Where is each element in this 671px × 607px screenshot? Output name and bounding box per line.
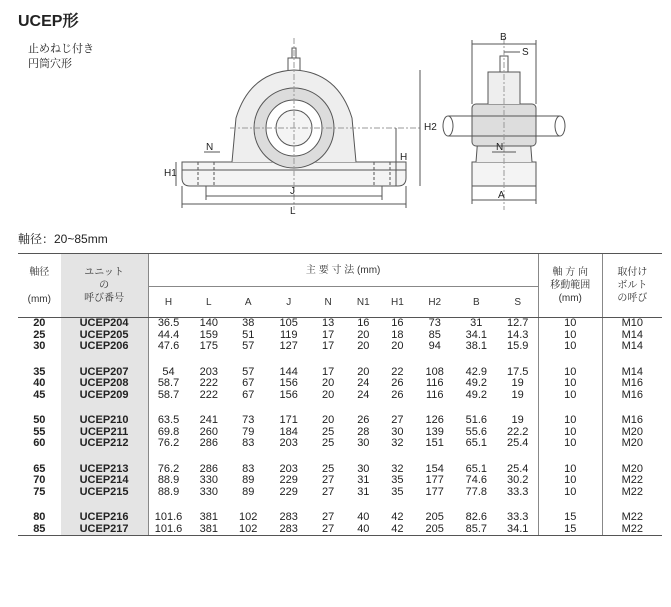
cell-model: UCEP215 xyxy=(61,487,148,499)
cell-a: 102 xyxy=(229,524,267,536)
cell-h: 76.2 xyxy=(148,438,189,450)
cell-h1: 42 xyxy=(391,511,404,523)
cell-bolt: M22 xyxy=(602,487,662,499)
label-h: H xyxy=(400,152,408,163)
cell-h2: 177 xyxy=(425,474,444,486)
cell-h1: 26 xyxy=(391,388,404,401)
label-s: S xyxy=(522,47,529,58)
cell-model: UCEP216 xyxy=(61,512,148,524)
cell-s: 25.4 xyxy=(506,462,529,475)
cell-s: 15.9 xyxy=(506,340,529,352)
table-row xyxy=(18,524,662,536)
cell-b: 74.6 xyxy=(465,474,487,486)
cell-b: 38.1 xyxy=(465,340,487,352)
cell-n: 27 xyxy=(310,524,346,536)
group-spacer xyxy=(18,401,662,415)
cell-n1: 30 xyxy=(357,437,370,449)
cell-bolt: M22 xyxy=(602,524,662,536)
cell-h: 88.9 xyxy=(148,487,189,499)
cell-h2: 94 xyxy=(428,340,441,352)
cell-b: 82.6 xyxy=(465,511,487,523)
cell-model: UCEP206 xyxy=(61,341,148,353)
cell-l: 241 xyxy=(199,414,218,426)
cell-n: 25 xyxy=(322,437,335,449)
cell-a: 57 xyxy=(242,340,255,352)
cell-a: 89 xyxy=(242,485,255,498)
cell-h: 69.8 xyxy=(148,427,189,439)
cell-a: 51 xyxy=(242,328,255,341)
cell-bolt: M22 xyxy=(602,512,662,524)
shaft-end-right xyxy=(555,116,565,136)
cell-bolt: M16 xyxy=(602,378,662,390)
cell-b: 49.2 xyxy=(465,388,487,401)
cell-shaft: 85 xyxy=(18,524,61,536)
cell-a: 67 xyxy=(242,377,255,389)
cell-a: 83 xyxy=(242,437,255,449)
spec-table xyxy=(18,253,662,536)
table-row xyxy=(18,475,662,487)
cell-travel: 10 xyxy=(538,464,602,476)
cell-model: UCEP211 xyxy=(61,427,148,439)
cell-h: 88.9 xyxy=(148,475,189,487)
table-row xyxy=(18,415,662,427)
cell-travel: 10 xyxy=(538,487,602,499)
cell-h1: 27 xyxy=(391,414,404,426)
cell-n: 20 xyxy=(322,388,335,401)
cell-j: 171 xyxy=(279,414,298,426)
cell-b: 65.1 xyxy=(465,462,487,475)
cell-h2: 151 xyxy=(425,437,444,449)
cell-h: 101.6 xyxy=(148,512,189,524)
subtitle-line-1: 止めねじ付き xyxy=(28,43,94,55)
cell-b: 77.8 xyxy=(465,485,487,498)
cell-a: 57 xyxy=(242,365,255,378)
cell-h: 76.2 xyxy=(148,464,189,476)
label-b: B xyxy=(500,32,507,43)
cell-bolt: M16 xyxy=(602,415,662,427)
label-n-side: N xyxy=(496,142,504,153)
col-shaft-header: 軸径 (mm) xyxy=(18,254,61,318)
cell-shaft: 75 xyxy=(33,485,46,498)
cell-shaft: 25 xyxy=(33,328,46,341)
cell-shaft: 45 xyxy=(33,388,46,401)
cell-h2: 205 xyxy=(425,511,444,523)
cell-l: 140 xyxy=(199,317,218,329)
cell-shaft: 60 xyxy=(33,437,46,449)
label-j: J xyxy=(290,186,295,197)
cell-n1: 26 xyxy=(357,414,370,426)
cell-h2: 116 xyxy=(425,377,444,389)
cell-h: 63.5 xyxy=(148,415,189,427)
cell-n: 17 xyxy=(322,340,335,352)
cell-h1: 26 xyxy=(391,377,404,389)
cell-model: UCEP204 xyxy=(61,318,148,330)
page-title: UCEP形 xyxy=(18,13,79,30)
cell-h1: 32 xyxy=(391,437,404,449)
col-n: N xyxy=(324,296,332,308)
bearing-unit-drawing xyxy=(0,0,671,230)
cell-h: 58.7 xyxy=(148,390,189,402)
cell-s: 34.1 xyxy=(498,524,539,536)
cell-b: 42.9 xyxy=(465,365,487,378)
cell-n: 13 xyxy=(322,317,335,329)
cell-h1: 20 xyxy=(391,340,404,352)
group-spacer xyxy=(18,450,662,464)
cell-model: UCEP207 xyxy=(61,367,148,379)
label-a: A xyxy=(498,190,505,201)
cell-l: 286 xyxy=(199,437,218,449)
cell-bolt: M10 xyxy=(602,318,662,330)
cell-s: 14.3 xyxy=(506,328,529,341)
cell-h1: 35 xyxy=(391,474,404,486)
table-row xyxy=(18,487,662,499)
cell-s: 33.3 xyxy=(506,485,529,498)
cell-h2: 126 xyxy=(425,414,444,426)
cell-l: 381 xyxy=(199,511,218,523)
cell-travel: 10 xyxy=(538,367,602,379)
cell-travel: 10 xyxy=(538,415,602,427)
cell-j: 156 xyxy=(279,388,298,401)
cell-a: 79 xyxy=(242,425,255,438)
cell-h1: 18 xyxy=(391,328,404,341)
cell-h: 54 xyxy=(148,367,189,379)
cell-l: 222 xyxy=(199,388,218,401)
cell-h1: 42 xyxy=(380,524,414,536)
cell-a: 38 xyxy=(242,317,255,329)
cell-n1: 20 xyxy=(357,365,370,378)
cell-model: UCEP205 xyxy=(61,330,148,342)
cell-h1: 22 xyxy=(391,365,404,378)
cell-h2: 154 xyxy=(425,462,444,475)
cell-s: 30.2 xyxy=(506,474,529,486)
cell-h2: 85 xyxy=(428,328,441,341)
cell-n1: 40 xyxy=(346,524,380,536)
cell-h: 58.7 xyxy=(148,378,189,390)
cell-travel: 15 xyxy=(538,512,602,524)
col-l: L xyxy=(206,296,212,308)
cell-h2: 116 xyxy=(425,388,444,401)
cell-j: 229 xyxy=(279,474,298,486)
cell-n1: 40 xyxy=(357,511,370,523)
cell-travel: 10 xyxy=(538,318,602,330)
cell-h: 101.6 xyxy=(148,524,189,536)
cell-travel: 10 xyxy=(538,438,602,450)
cell-shaft: 55 xyxy=(33,425,46,438)
cell-l: 260 xyxy=(199,425,218,438)
cell-travel: 10 xyxy=(538,390,602,402)
cell-n1: 24 xyxy=(357,388,370,401)
group-spacer xyxy=(18,498,662,512)
cell-bolt: M20 xyxy=(602,427,662,439)
label-h2: H2 xyxy=(424,122,437,133)
cell-model: UCEP213 xyxy=(61,464,148,476)
cell-l: 330 xyxy=(199,485,218,498)
cell-travel: 10 xyxy=(538,475,602,487)
cell-l: 330 xyxy=(199,474,218,486)
cell-j: 184 xyxy=(279,425,298,438)
col-travel-header: 軸 方 向 移動範囲 (mm) xyxy=(538,254,602,318)
cell-h2: 205 xyxy=(414,524,455,536)
table-row xyxy=(18,438,662,450)
cell-l: 381 xyxy=(189,524,230,536)
cell-b: 85.7 xyxy=(455,524,498,536)
cell-j: 203 xyxy=(279,437,298,449)
table-row xyxy=(18,378,662,390)
cell-n: 17 xyxy=(322,365,335,378)
table-row xyxy=(18,318,662,330)
cell-a: 73 xyxy=(242,414,255,426)
cell-shaft: 80 xyxy=(33,511,46,523)
cell-h1: 16 xyxy=(391,317,404,329)
cell-model: UCEP214 xyxy=(61,475,148,487)
cell-s: 22.2 xyxy=(506,425,529,438)
cell-a: 83 xyxy=(242,462,255,475)
cell-s: 19 xyxy=(511,377,524,389)
col-b: B xyxy=(472,296,480,308)
cell-j: 105 xyxy=(279,317,298,329)
cell-n1: 31 xyxy=(357,485,370,498)
cell-j: 283 xyxy=(279,511,298,523)
cell-bolt: M14 xyxy=(602,330,662,342)
col-h: H xyxy=(148,287,189,318)
col-n1: N1 xyxy=(356,296,370,308)
cell-h1: 30 xyxy=(391,425,404,438)
cell-h: 36.5 xyxy=(148,318,189,330)
cell-s: 33.3 xyxy=(506,511,529,523)
shaft-range: 軸径：20~85mm xyxy=(18,232,108,246)
cell-b: 31 xyxy=(470,317,483,329)
cell-shaft: 35 xyxy=(33,365,46,378)
cell-l: 159 xyxy=(199,328,218,341)
cell-h: 44.4 xyxy=(148,330,189,342)
cell-a: 89 xyxy=(242,474,255,486)
cell-j: 283 xyxy=(267,524,310,536)
cell-s: 12.7 xyxy=(506,317,529,329)
cell-h2: 73 xyxy=(428,317,441,329)
cell-n: 27 xyxy=(322,474,335,486)
label-h1: H1 xyxy=(164,168,177,179)
cell-shaft: 65 xyxy=(33,462,46,475)
cell-n1: 30 xyxy=(357,462,370,475)
cell-model: UCEP217 xyxy=(61,524,148,536)
cell-h1: 32 xyxy=(391,462,404,475)
col-s: S xyxy=(514,296,522,308)
cell-travel: 10 xyxy=(538,378,602,390)
cell-n: 17 xyxy=(322,328,335,341)
shaft-end-left xyxy=(443,116,453,136)
cell-n1: 28 xyxy=(357,425,370,438)
cell-model: UCEP210 xyxy=(61,415,148,427)
cell-shaft: 40 xyxy=(33,377,46,389)
cell-travel: 10 xyxy=(538,341,602,353)
cell-b: 49.2 xyxy=(465,377,487,389)
cell-s: 25.4 xyxy=(506,437,529,449)
cell-n1: 31 xyxy=(357,474,370,486)
cell-n: 25 xyxy=(322,425,335,438)
cell-b: 55.6 xyxy=(465,425,487,438)
cell-h: 47.6 xyxy=(148,341,189,353)
cell-b: 34.1 xyxy=(465,328,487,341)
cell-travel: 10 xyxy=(538,330,602,342)
cell-s: 17.5 xyxy=(506,365,529,378)
cell-a: 67 xyxy=(242,388,255,401)
col-bolt-header: 取付け ボルト の呼び xyxy=(602,254,662,318)
cell-n: 20 xyxy=(322,414,335,426)
cell-shaft: 70 xyxy=(33,474,46,486)
cell-b: 51.6 xyxy=(465,414,487,426)
cell-j: 144 xyxy=(279,365,298,378)
cell-j: 156 xyxy=(279,377,298,389)
cell-travel: 10 xyxy=(538,427,602,439)
cell-shaft: 20 xyxy=(33,317,46,329)
cell-bolt: M16 xyxy=(602,390,662,402)
cell-h1: 35 xyxy=(391,485,404,498)
cell-n1: 16 xyxy=(357,317,370,329)
cell-b: 65.1 xyxy=(465,437,487,449)
cell-n: 27 xyxy=(322,511,335,523)
spec-table-body xyxy=(18,318,662,536)
cell-bolt: M20 xyxy=(602,464,662,476)
cell-j: 229 xyxy=(279,485,298,498)
col-unit-header: ユニット の 呼び番号 xyxy=(61,254,148,318)
cell-model: UCEP212 xyxy=(61,438,148,450)
cell-l: 222 xyxy=(199,377,218,389)
cell-l: 203 xyxy=(199,365,218,378)
cell-j: 203 xyxy=(279,462,298,475)
cell-l: 286 xyxy=(199,462,218,475)
col-j: J xyxy=(286,296,292,308)
label-n: N xyxy=(206,142,214,153)
col-main-dims-header: 主 要 寸 法 (mm) xyxy=(148,254,538,287)
cell-model: UCEP208 xyxy=(61,378,148,390)
cell-s: 19 xyxy=(511,414,524,426)
cell-l: 175 xyxy=(199,340,218,352)
cell-j: 127 xyxy=(279,340,298,352)
cell-bolt: M22 xyxy=(602,475,662,487)
cell-h2: 108 xyxy=(425,365,444,378)
cell-s: 19 xyxy=(511,388,524,401)
cell-travel: 15 xyxy=(538,524,602,536)
subtitle-line-2: 円筒穴形 xyxy=(28,58,72,70)
cell-j: 119 xyxy=(279,328,298,341)
col-h1: H1 xyxy=(391,296,404,308)
cell-shaft: 50 xyxy=(33,414,46,426)
col-h2: H2 xyxy=(428,296,442,308)
cell-n: 27 xyxy=(322,485,335,498)
table-row xyxy=(18,512,662,524)
cell-bolt: M14 xyxy=(602,341,662,353)
label-l: L xyxy=(290,206,296,217)
table-row xyxy=(18,390,662,402)
cell-n1: 20 xyxy=(357,340,370,352)
cell-a: 102 xyxy=(239,511,258,523)
cell-n1: 24 xyxy=(357,377,370,389)
cell-h2: 177 xyxy=(425,485,444,498)
col-a: A xyxy=(244,296,252,308)
cell-bolt: M20 xyxy=(602,438,662,450)
cell-model: UCEP209 xyxy=(61,390,148,402)
cell-n: 20 xyxy=(322,377,335,389)
cell-shaft: 30 xyxy=(33,340,46,352)
cell-h2: 139 xyxy=(425,425,444,438)
cell-bolt: M14 xyxy=(602,367,662,379)
group-spacer xyxy=(18,353,662,367)
table-row xyxy=(18,341,662,353)
cell-n1: 20 xyxy=(357,328,370,341)
cell-n: 25 xyxy=(322,462,335,475)
